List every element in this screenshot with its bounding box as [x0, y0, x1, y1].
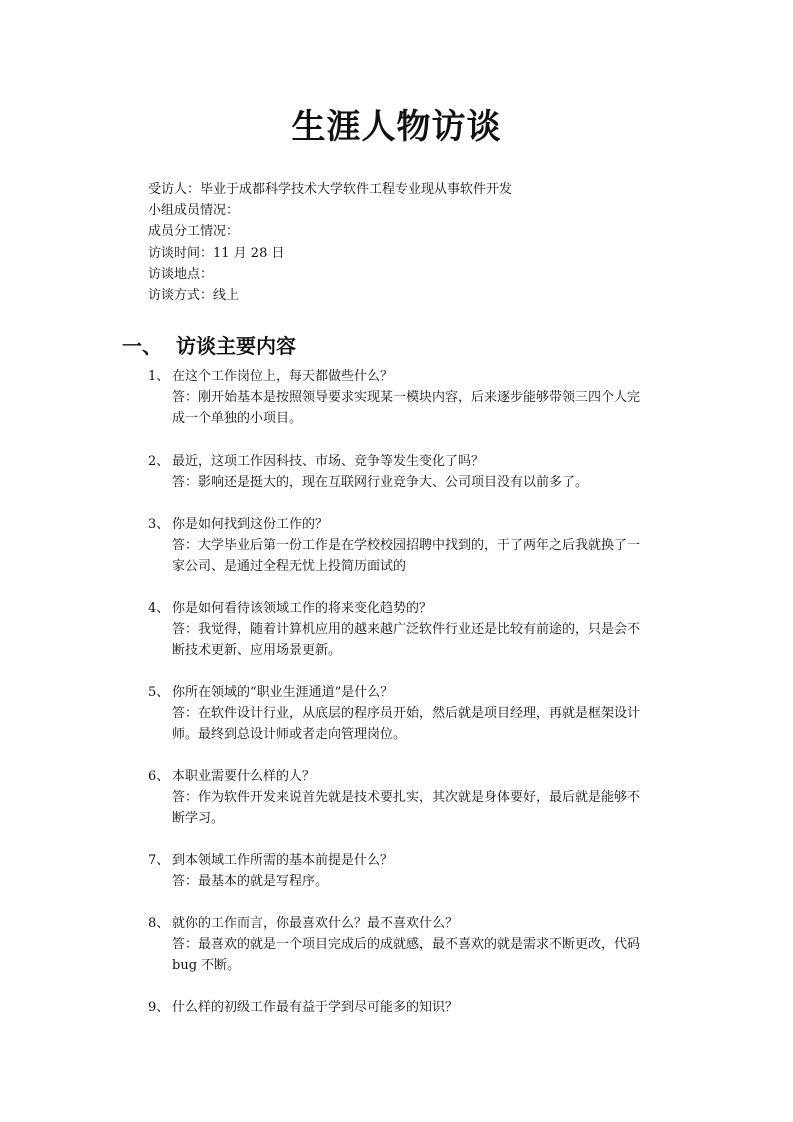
question-number: 5、	[148, 685, 170, 700]
interviewee-line: 受访人：毕业于成都科学技术大学软件工程专业现从事软件开发	[148, 182, 513, 197]
question-text: 你是如何看待该领域工作的将来变化趋势的？	[172, 601, 433, 616]
interview-place-line: 访谈地点：	[148, 266, 214, 282]
division-line: 成员分工情况：	[148, 224, 240, 240]
question-text: 你是如何找到这份工作的？	[172, 517, 329, 532]
answer-line: 成一个单独的小项目。	[172, 411, 303, 427]
question-number: 7、	[148, 853, 170, 868]
question-text: 就你的工作而言，你最喜欢什么？最不喜欢什么？	[172, 916, 459, 931]
answer-line: 答：作为软件开发来说首先就是技术要扎实，其次就是身体要好，最后就是能够不	[172, 790, 641, 806]
question-number: 4、	[148, 601, 170, 616]
section-heading	[122, 331, 296, 361]
question-number: 2、	[148, 454, 170, 469]
answer-line: 答：刚开始基本是按照领导要求实现某一模块内容，后来逐步能够带领三四个人完	[172, 390, 641, 406]
answer-line: 家公司、是通过全程无忧上投简历面试的	[172, 559, 407, 575]
question-number: 9、	[148, 1000, 170, 1015]
question-number: 6、	[148, 769, 170, 784]
interview-method-line: 访谈方式：线上	[148, 287, 240, 303]
interview-time-line: 访谈时间：11 月 28 日	[148, 245, 285, 261]
answer-line: 答：最喜欢的就是一个项目完成后的成就感，最不喜欢的就是需求不断更改，代码	[172, 937, 641, 953]
question-text: 最近，这项工作因科技、市场、竞争等发生变化了吗？	[172, 454, 485, 469]
interview-info	[148, 179, 688, 306]
answer-line: 断技术更新、应用场景更新。	[172, 643, 342, 659]
answer-line: 答：我觉得，随着计算机应用的越来越广泛软件行业还是比较有前途的，只是会不	[172, 622, 641, 638]
answer-line: 师。最终到总设计师或者走向管理岗位。	[172, 727, 407, 743]
answer-line: 断学习。	[172, 811, 225, 827]
answer-line: 答：最基本的就是写程序。	[172, 874, 329, 890]
answer-line: bug 不断。	[172, 958, 241, 974]
answer-line: 答：影响还是挺大的，现在互联网行业竞争大、公司项目没有以前多了。	[172, 475, 589, 491]
question-number: 1、	[148, 369, 170, 384]
question-number: 8、	[148, 916, 170, 931]
answer-line: 答：在软件设计行业，从底层的程序员开始，然后就是项目经理，再就是框架设计	[172, 706, 641, 722]
section-title: 访谈主要内容	[176, 334, 296, 358]
question-text: 本职业需要什么样的人？	[172, 769, 316, 784]
page-title: 生涯人物访谈	[291, 107, 502, 147]
answer-line: 答：大学毕业后第一份工作是在学校校园招聘中找到的，干了两年之后我就换了一	[172, 538, 641, 554]
question-number: 3、	[148, 517, 170, 532]
group-members-line: 小组成员情况：	[148, 203, 240, 219]
question-text: 什么样的初级工作最有益于学到尽可能多的知识？	[172, 1000, 459, 1015]
question-text: 在这个工作岗位上，每天都做些什么？	[172, 369, 394, 384]
section-number: 一、	[122, 334, 162, 358]
question-text: 你所在领域的“职业生涯通道”是什么？	[172, 685, 394, 700]
question-text: 到本领域工作所需的基本前提是什么？	[172, 853, 394, 868]
